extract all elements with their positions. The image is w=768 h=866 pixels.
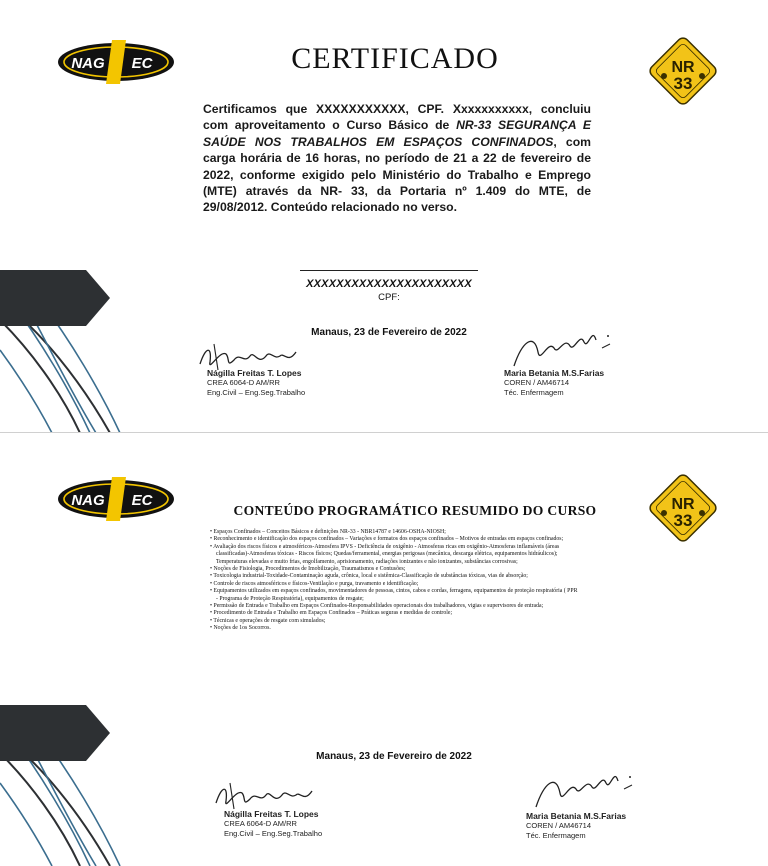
program-topic-list (210, 529, 580, 633)
certificate-body-part1: Certificamos que XXXXXXXXXXX, CPF. Xxxxxxxxxxx, concluiu com aproveitamento o Curso Básico de (203, 102, 591, 133)
signatory-right-registration: COREN / AM46714 (526, 821, 592, 830)
program-topic: • Permissão de Entrada e Trabalho em Espaços Confinados-Responsabilidades operacionais dos trabalhadores, vigias e supervisores de entrada; (210, 603, 580, 610)
student-cpf-label: CPF: (378, 292, 400, 303)
program-topic: • Técnicas e operações de resgate com simulados; (210, 618, 580, 625)
signatory-left (224, 809, 322, 839)
svg-text:NAG: NAG (71, 492, 105, 509)
program-topic: • Toxicologia industrial-Toxidade-Contaminação aguda, crônica, local e sistêmica-Classificação de substâncias tóxicas, vias de absorção; (210, 573, 580, 580)
certificate-title: CERTIFICADO (291, 42, 499, 75)
course-name: NR-33 SEGURANÇA E SAÚDE NOS TRABALHOS EM ESPAÇOS CONFINADOS (203, 118, 591, 149)
signatory-right-role: Téc. Enfermagem (504, 388, 564, 397)
signatory-left-registration: CREA 6064-D AM/RR (224, 819, 297, 828)
program-topic: • Espaços Confinados – Conceitos Básicos e definições NR-33 - NBR14787 e 14606-OSHA-NIOSH; (210, 529, 580, 536)
program-topic: • Noções de 1os Socorros. (210, 625, 580, 632)
certificate-date: Manaus, 23 de Fevereiro de 2022 (311, 327, 467, 338)
signatory-right (504, 368, 604, 398)
nr33-badge-logo (644, 32, 722, 110)
nagtec-logo (56, 40, 176, 84)
program-topic: • Reconhecimento e identificação dos espaços confinados – Variações e formatos dos espaços confinados – Motivos de entradas em espaços confinados; (210, 536, 580, 543)
certificate-body-part2: , com carga horária de 16 horas, no período de 21 a 22 de fevereiro de 2022, conforme exigido pelo Ministério do Trabalho e Emprego (MTE) através da NR- 33, da Portaria nº 1.409 do MTE, de 29/08/2012. Conteúdo relacionado no verso. (203, 134, 591, 215)
signatory-left-registration: CREA 6064-D AM/RR (207, 378, 280, 387)
signatory-left-role: Eng.Civil – Eng.Seg.Trabalho (224, 829, 323, 838)
program-topic: • Equipamentos utilizados em espaços confinados, movimentadores de pessoas, cintos, cabos e cordas, ferragens, equipamentos de proteção respiratória ( PPR - Programa de Proteção Respiratória), equipamentos de resgate; (210, 588, 580, 603)
program-topic: • Noções de Fisiologia, Procedimentos de Imobilização, Traumatismos e Contusões; (210, 566, 580, 573)
signatory-left-name: Nágilla Freitas T. Lopes (224, 809, 319, 819)
signatory-right (526, 811, 626, 841)
program-topic: • Controle de riscos atmosféricos e físicos-Ventilação e purga, travamento e identificação; (210, 581, 580, 588)
signatory-left-name: Nágilla Freitas T. Lopes (207, 368, 302, 378)
student-signature-line (300, 270, 478, 271)
svg-text:33: 33 (673, 74, 693, 93)
svg-text:EC: EC (131, 492, 153, 509)
program-content-page (0, 433, 768, 866)
svg-text:NR: NR (671, 59, 695, 76)
signatory-right-name: Maria Betania M.S.Farias (526, 811, 627, 821)
svg-text:NAG: NAG (71, 55, 105, 72)
nagtec-logo (56, 477, 176, 521)
signature-right-handwritten (508, 322, 618, 372)
signatory-right-name: Maria Betania M.S.Farias (504, 368, 605, 378)
signatory-right-role: Téc. Enfermagem (526, 831, 586, 840)
svg-text:EC: EC (131, 55, 153, 72)
signatory-left-role: Eng.Civil – Eng.Seg.Trabalho (207, 388, 306, 397)
program-title: CONTEÚDO PROGRAMÁTICO RESUMIDO DO CURSO (233, 503, 597, 518)
student-name: XXXXXXXXXXXXXXXXXXXXXX (306, 278, 472, 290)
program-topic: • Procedimento de Entrada e Trabalho em Espaços Confinados – Práticas seguras e medidas de controle; (210, 610, 580, 617)
signatory-left (207, 368, 305, 398)
nr33-badge-logo (644, 469, 722, 547)
signatory-right-registration: COREN / AM46714 (504, 378, 570, 387)
svg-text:33: 33 (673, 511, 693, 530)
program-date: Manaus, 23 de Fevereiro de 2022 (316, 751, 472, 762)
signature-right-handwritten (530, 763, 640, 813)
certificate-body-text (203, 101, 591, 216)
program-topic: • Avaliação dos riscos físicos e atmosféricos-Atmosfera IPVS - Deficiência de oxigênio - Atmosferas ricas em oxigênio-Atmosferas inflamáveis (áreas classificadas)-Atmosferas tóxicas - Riscos físicos; Quedas/ferramental, energias perigosas (mecânica, descarga elétrica, equipamentos hidráulicos); Temperaturas elevadas e muito frias, engolfamento, aprisionamento, radiações ionizantes e não ionizantes, substâncias corrosivas; (210, 544, 580, 566)
svg-text:NR: NR (671, 496, 695, 513)
